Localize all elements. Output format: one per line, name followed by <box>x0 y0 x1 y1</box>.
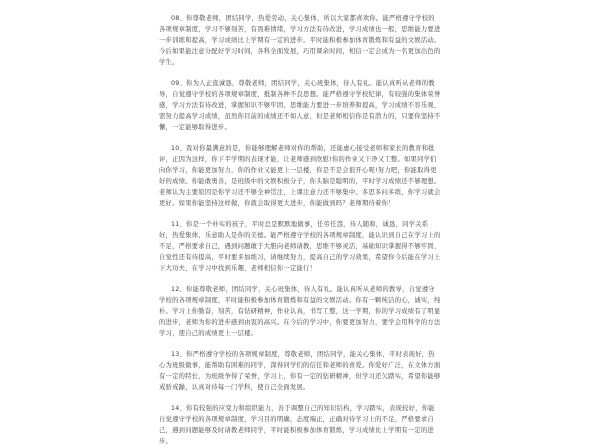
paragraph-12: 12、你能尊敬老师，团结同学，关心班集体，待人有礼。能认真听从老师的教导，自觉遵守学校的各项规章制度，平时能积极参加体育锻炼和有益的文娱活动。你有一颗纯洁的心，诚实，纯朴。学习上你勤奋，刻苦，有钻研精神，作业认真，书写工整，这一学期，你的学习成绩有了明显的进步，老师为你的进步感到由衷的高兴。在今后的学习中，你要更加努力，要学会用科学的方法学习，使自己的成绩更上一层楼。 <box>159 286 441 337</box>
paragraph-13: 13、你严格遵守学校的各项规章制度，尊敬老师，团结同学，能关心集体，平时表现好，热心为班级做事，能帮助有困难的同学，深得同学们的信任和老师的喜爱。你爱好广泛，在文体方面有一定的特长，为班级争得了荣誉，学习上，你有一定的钻研精神，但学习还欠踏实，希望你能够戒骄戒躁，认真对待每一门学科，使自己全面发展。 <box>159 351 441 391</box>
paragraph-11: 11、你是一个朴实的孩子，平时总是默默地做事，任劳任怨，待人随和，诚恳，同学关系好，热爱集体，乐意助人是你的美德。能严格遵守学校的各项规章制度，能认识到自己在学习上的不足，严格要求自己，遇到问题敢于大胆向老师请教，思维不够灵活，基础知识掌握得不够牢固，自觉性还有待提高，平时要多加练习，请继续努力，提高自己的学习效果，希望你今后能在学习上下大功夫，在学习中找到乐趣，老师相信你一定能行！ <box>159 221 441 272</box>
paragraph-10: 10、我对你最满意的是，你能够理解老师对你的帮助，还能虚心接受老师和家长的教育和批评，正因为这样，你下半学期的表现才能，让老师感到欣慰!你的作业又干净又工整。如果同学们向你学习，你能更加努力，你的作业又能更上一层楼，你是不是会很开心呢!努力吧，你能取得更好的成绩。你能敢勇善，是班级中的文娱积极分子，你头脑是聪明的，平时学习成绩还不够理想。老师认为主要原因是你学习还不够全神贯注，上课注意力还不够集中。多思多问多练，你学习就会更好。如果你能坚持这样做，你就会取得更大进步，你能做到吗？老师期待着你！ <box>159 145 441 207</box>
paragraph-09: 09、你为人正直诚恳，尊敬老师，团结同学，关心班集体，待人有礼。能认真听从老师的教导，自觉遵守学校的各项规章制度，抵制各种不良思想。能严格遵守学校纪律，有较强的集体荣誉感，学习方法有待改进，掌握知识不够牢固，思维能力要进一步培养和提高，学习成绩不容乐观，需努力提高学习成绩，虽然你目前的成绩还不如人意，但是老师相信你是有潜力的，只要你坚持不懈，一定能够取得进步。 <box>159 80 441 131</box>
paragraph-08: 08、你尊敬老师，团结同学，热爱劳动，关心集体，所以大家都喜欢你。能严格遵守学校的各项规章制度，学习不够刻苦，有畏难情绪，学习方法有待改进，学习成绩也一般，思维能力要进一步训练和提高，学习成绩比上学期有一定的进步。平时能积极参加体育锻炼和有益的文娱活动。今后如果能注意分配好学习时间，各科全面发展，巧用课余时间，相信一定会成为一名更加出色的学生。 <box>159 15 441 66</box>
document-page <box>153 0 447 445</box>
document-body <box>159 0 441 447</box>
paragraph-14: 14、你有较强的应变力和组织能力，善于调整自己的知识结构，学习踏实，表现较好，你能自觉遵守学校的各项规章制度，学习目的明确，态度端正，正确对待学习上的不足，严格要求自己，遇到问题能够及时请教老师同学，平时能积极参加体育锻炼，学习成绩比上学期有一定的进步。 <box>159 405 435 445</box>
